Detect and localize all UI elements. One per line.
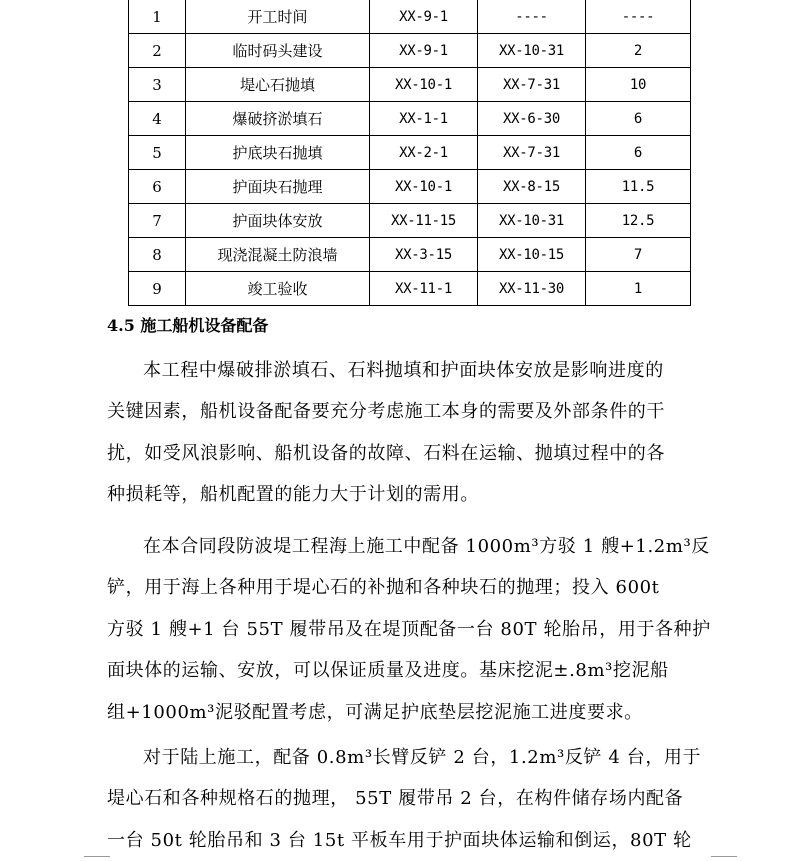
start-date-cell: XX-1-1 (370, 102, 478, 136)
paragraph-line: 方驳 1 艘+1 台 55T 履带吊及在堤顶配备一台 80T 轮胎吊，用于各种护 (107, 618, 711, 640)
body-paragraph (107, 526, 711, 733)
paragraph-line: 铲，用于海上各种用于堤心石的补抛和各种块石的抛理；投入 600t (107, 577, 660, 599)
row-number-cell: 1 (129, 0, 186, 34)
table-row (129, 238, 691, 272)
table-row (129, 272, 691, 306)
paragraph-line: 本工程中爆破排淤填石、石料抛填和护面块体安放是影响进度的 (143, 360, 664, 381)
duration-cell: 2 (586, 34, 691, 68)
item-name-cell: 护面块体安放 (186, 204, 370, 238)
start-date-cell: XX-10-1 (370, 68, 478, 102)
section-heading: 4.5 施工船机设备配备 (107, 316, 269, 335)
end-date-cell: XX-7-31 (478, 68, 586, 102)
item-name-cell: 临时码头建设 (186, 34, 370, 68)
duration-cell: 6 (586, 136, 691, 170)
table-row (129, 170, 691, 204)
row-number-cell: 9 (129, 272, 186, 306)
table-row (129, 204, 691, 238)
end-date-cell: XX-8-15 (478, 170, 586, 204)
start-date-cell: XX-2-1 (370, 136, 478, 170)
paragraph-line: 关键因素，船机设备配备要充分考虑施工本身的需要及外部条件的干 (107, 401, 665, 423)
start-date-cell: XX-9-1 (370, 34, 478, 68)
paragraph-line: 种损耗等，船机配置的能力大于计划的需用。 (107, 484, 479, 506)
start-date-cell: XX-11-1 (370, 272, 478, 306)
item-name-cell: 护面块石抛理 (186, 170, 370, 204)
start-date-cell: XX-9-1 (370, 0, 478, 34)
duration-cell: ---- (586, 0, 691, 34)
duration-cell: 1 (586, 272, 691, 306)
duration-cell: 6 (586, 102, 691, 136)
paragraph-line: 堤心石和各种规格石的抛理， 55T 履带吊 2 台，在构件储存场内配备 (107, 788, 684, 810)
row-number-cell: 7 (129, 204, 186, 238)
end-date-cell: XX-10-31 (478, 34, 586, 68)
item-name-cell: 开工时间 (186, 0, 370, 34)
row-number-cell: 5 (129, 136, 186, 170)
row-number-cell: 6 (129, 170, 186, 204)
row-number-cell: 4 (129, 102, 186, 136)
paragraph-line: 一台 50t 轮胎吊和 3 台 15t 平板车用于护面块体运输和倒运，80T 轮 (107, 829, 692, 851)
row-number-cell: 8 (129, 238, 186, 272)
table-row (129, 34, 691, 68)
end-date-cell: XX-10-15 (478, 238, 586, 272)
end-date-cell: XX-7-31 (478, 136, 586, 170)
table-row (129, 0, 691, 34)
start-date-cell: XX-11-15 (370, 204, 478, 238)
body-paragraph (107, 350, 711, 516)
schedule-table-wrapper (128, 0, 691, 306)
duration-cell: 11.5 (586, 170, 691, 204)
start-date-cell: XX-3-15 (370, 238, 478, 272)
item-name-cell: 爆破挤淤填石 (186, 102, 370, 136)
paragraph-line: 面块体的运输、安放，可以保证质量及进度。基床挖泥±.8m³挖泥船 (107, 660, 669, 682)
item-name-cell: 现浇混凝土防浪墙 (186, 238, 370, 272)
item-name-cell: 堤心石抛填 (186, 68, 370, 102)
end-date-cell: XX-6-30 (478, 102, 586, 136)
row-number-cell: 3 (129, 68, 186, 102)
end-date-cell: ---- (478, 0, 586, 34)
paragraph-line: 在本合同段防波堤工程海上施工中配备 1000m³方驳 1 艘+1.2m³反 (143, 536, 710, 557)
table-row (129, 68, 691, 102)
table-row (129, 102, 691, 136)
duration-cell: 12.5 (586, 204, 691, 238)
paragraph-line: 对于陆上施工，配备 0.8m³长臂反铲 2 台，1.2m³反铲 4 台，用于 (143, 747, 702, 768)
duration-cell: 7 (586, 238, 691, 272)
table-row (129, 136, 691, 170)
paragraph-line: 组+1000m³泥驳配置考虑，可满足护底垫层挖泥施工进度要求。 (107, 701, 643, 723)
end-date-cell: XX-11-30 (478, 272, 586, 306)
end-date-cell: XX-10-31 (478, 204, 586, 238)
schedule-table (128, 0, 691, 306)
item-name-cell: 竣工验收 (186, 272, 370, 306)
row-number-cell: 2 (129, 34, 186, 68)
start-date-cell: XX-10-1 (370, 170, 478, 204)
duration-cell: 10 (586, 68, 691, 102)
paragraph-line: 扰，如受风浪影响、船机设备的故障、石料在运输、抛填过程中的各 (107, 442, 665, 464)
item-name-cell: 护底块石抛填 (186, 136, 370, 170)
body-paragraph (107, 737, 711, 861)
